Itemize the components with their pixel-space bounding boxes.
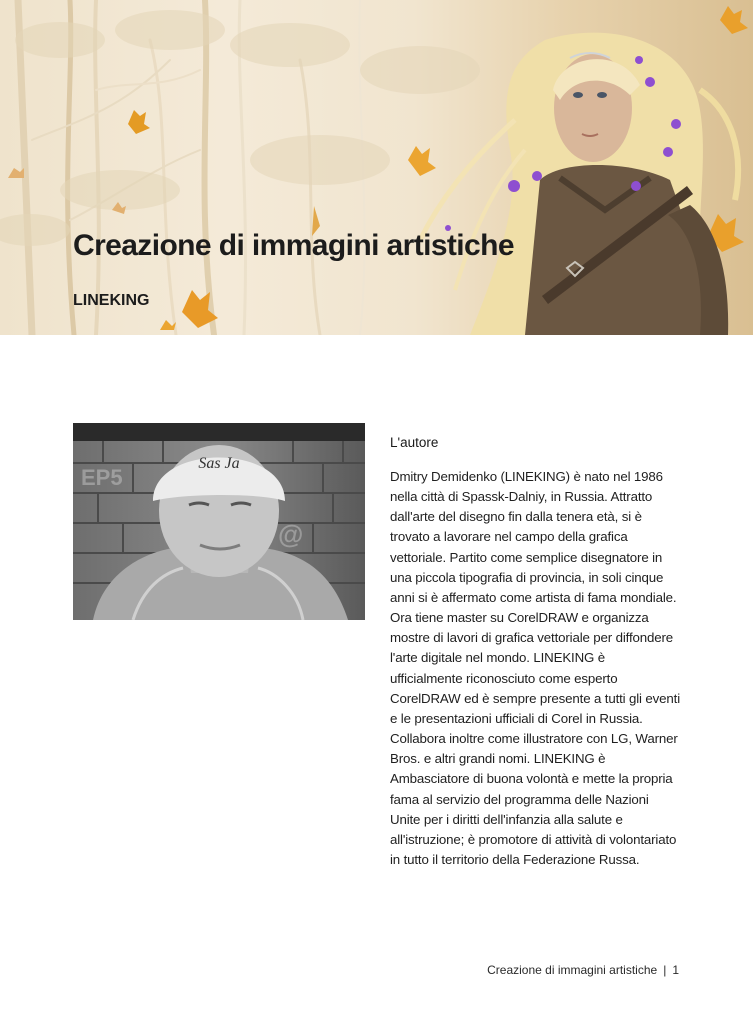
page-subtitle: LINEKING	[73, 292, 150, 309]
author-portrait-image	[73, 423, 365, 620]
page-title: Creazione di immagini artistiche	[73, 229, 514, 262]
footer-separator: |	[663, 963, 667, 977]
page-number: 1	[672, 963, 679, 977]
svg-text:@: @	[278, 519, 304, 549]
cap-print-text: Sas Ja	[198, 455, 240, 472]
footer-title: Creazione di immagini artistiche	[487, 963, 658, 977]
banner-illustration	[0, 0, 753, 335]
author-photo	[73, 423, 365, 620]
header-banner	[0, 0, 753, 335]
author-section-heading: L'autore	[390, 435, 439, 450]
foliage	[0, 10, 480, 246]
page-footer	[487, 963, 679, 977]
svg-text:EP5: EP5	[81, 465, 123, 490]
author-biography: Dmitry Demidenko (LINEKING) è nato nel 1986 nella città di Spassk-Dalniy, in Russia. Attratto dall'arte del disegno fin dalla tenera età, si è trovato a lavorare nel campo della grafica vettoriale. Partito come semplice disegnatore in una piccola tipografia di provincia, in soli cinque anni si è affermato come artista di fama mondiale. Ora tiene master su CorelDRAW e organizza mostre di lavori di grafica vettoriale per diffondere l'arte digitale nel mondo. LINEKING è ufficialmente riconosciuto come esperto CorelDRAW ed è sempre presente a tutti gli eventi e le presentazioni ufficiali di Corel in Russia. Collabora inoltre come illustratore con LG, Warner Bros. e altri grandi nomi. LINEKING è Ambasciatore di buona volontà e mette la propria fama al servizio del programma delle Nazioni Unite per i diritti dell'infanzia alla salute e all'istruzione; è promotore di attività di volontariato in tutto il territorio della Federazione Russa.	[390, 469, 680, 867]
